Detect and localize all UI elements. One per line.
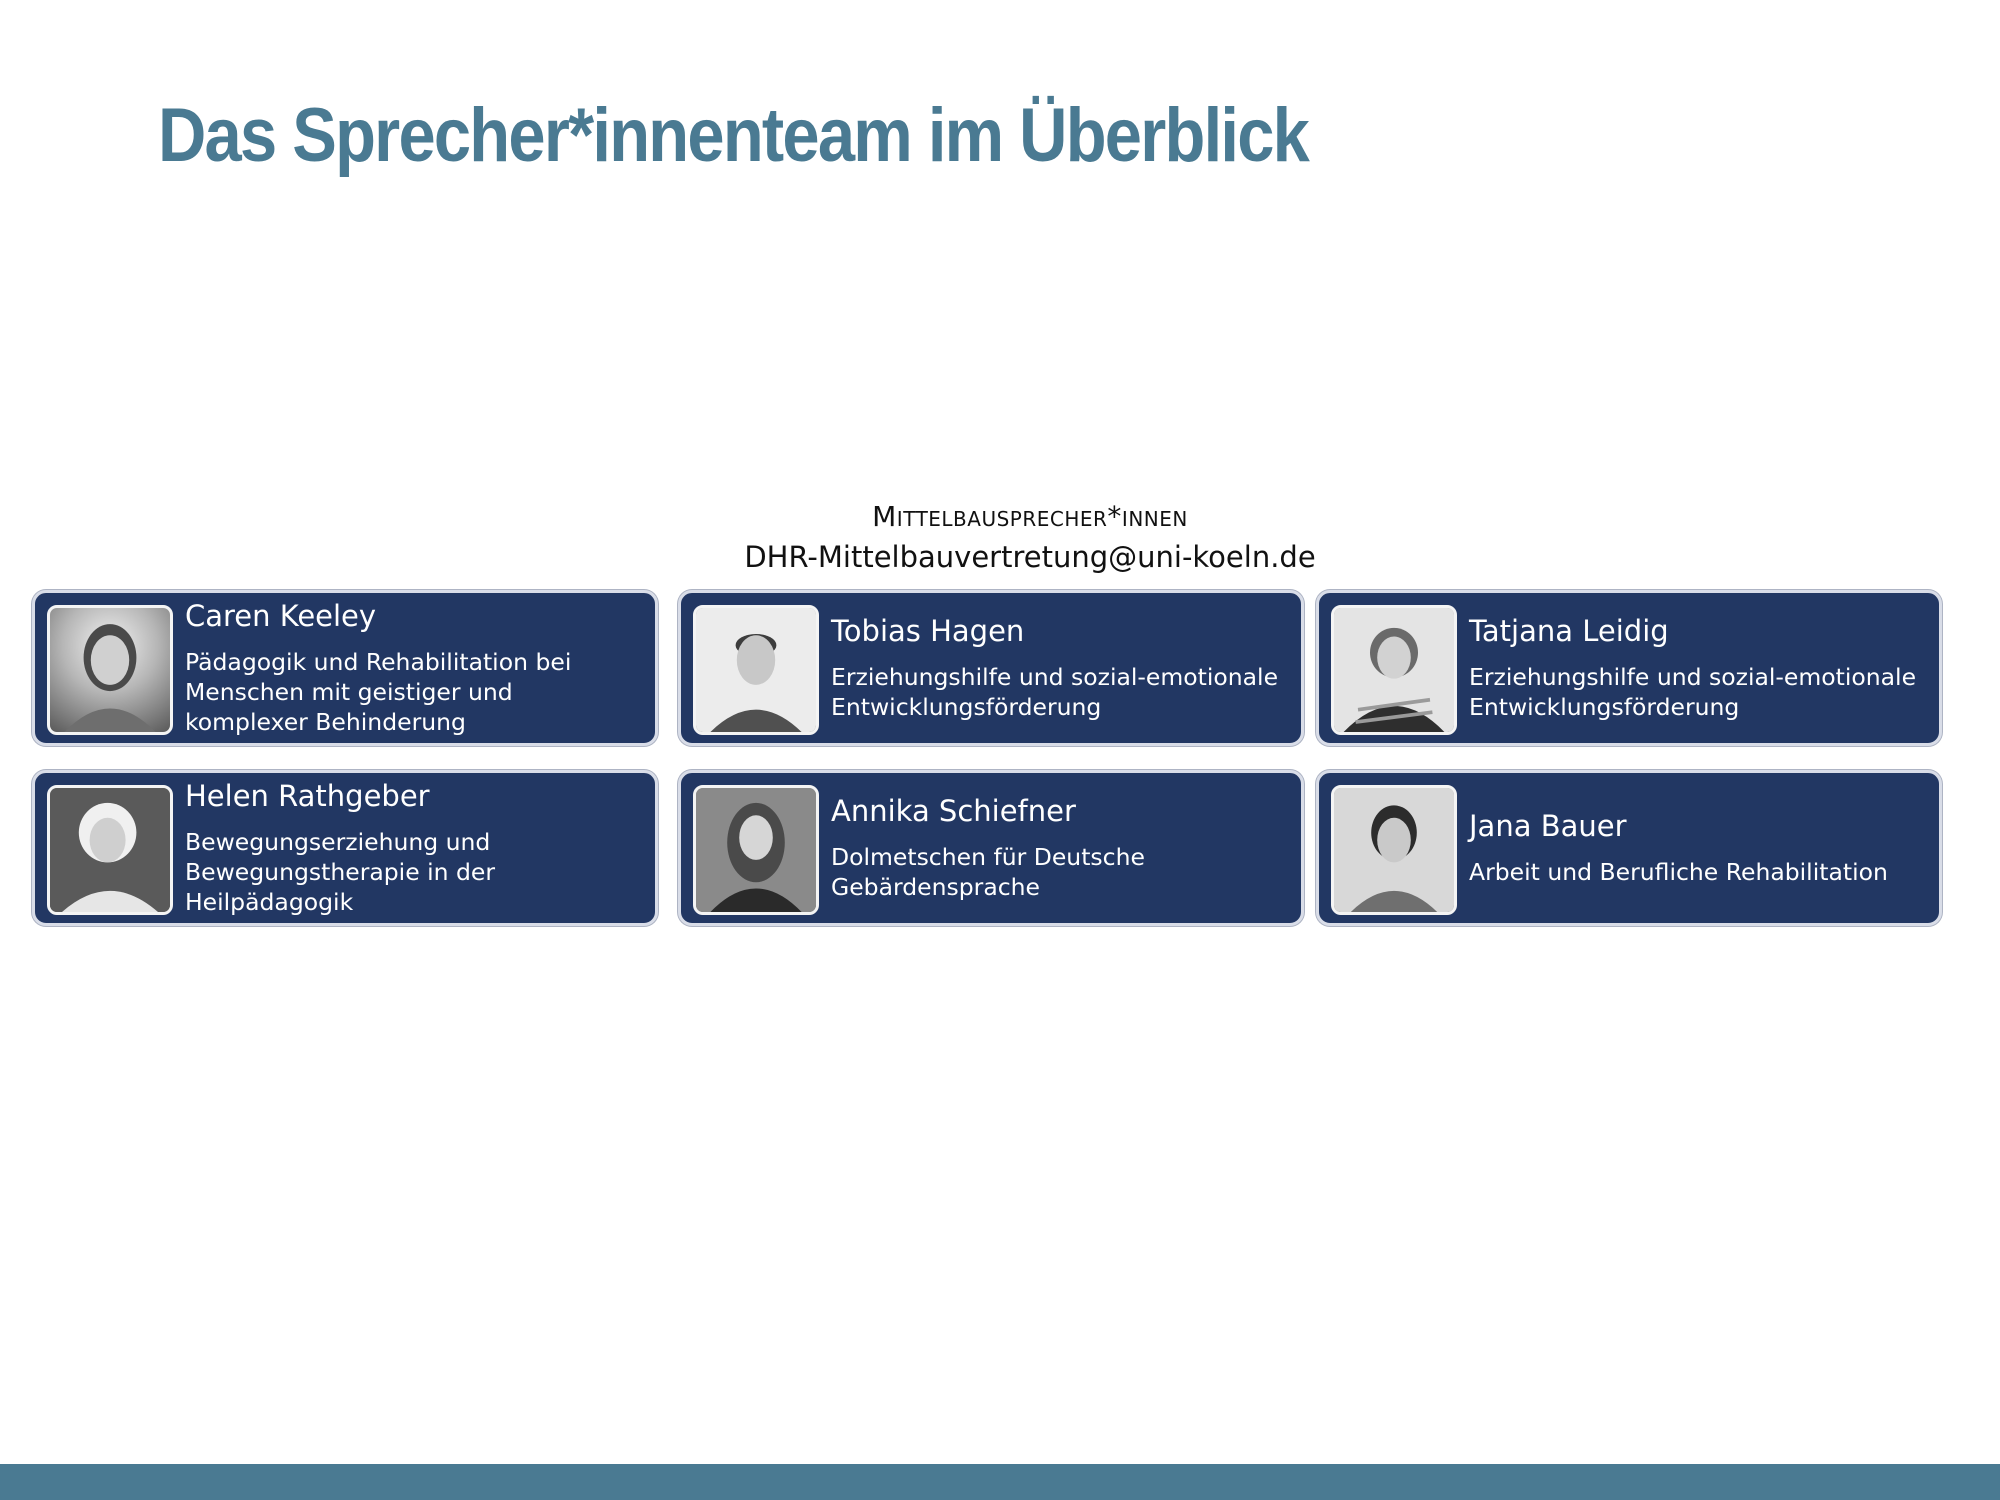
speaker-card-schiefner — [678, 770, 1304, 926]
portrait-photo — [47, 785, 173, 915]
speaker-card-bauer — [1316, 770, 1942, 926]
speaker-role: Erziehungshilfe und sozial-emotionale Entwicklungsförderung — [831, 663, 1279, 721]
speaker-card-hagen — [678, 590, 1304, 746]
speaker-name: Caren Keeley — [185, 599, 377, 633]
speaker-role: Dolmetschen für Deutsche Gebärdensprache — [831, 843, 1145, 901]
section-heading: Mittelbausprecher*innen — [872, 500, 1188, 533]
speaker-role: Arbeit und Berufliche Rehabilitation — [1469, 858, 1888, 886]
portrait-photo — [1331, 605, 1457, 735]
speaker-name: Annika Schiefner — [831, 794, 1076, 828]
speaker-card-rathgeber — [32, 770, 658, 926]
speaker-name: Tobias Hagen — [831, 614, 1025, 648]
footer-bar — [0, 1464, 2000, 1500]
speaker-card-leidig — [1316, 590, 1942, 746]
portrait-photo — [47, 605, 173, 735]
portrait-photo — [1331, 785, 1457, 915]
speaker-role: Bewegungserziehung und Bewegungstherapie in der Heilpädagogik — [185, 828, 496, 916]
portrait-photo — [693, 785, 819, 915]
speaker-name: Helen Rathgeber — [185, 779, 430, 813]
speaker-name: Jana Bauer — [1469, 809, 1627, 843]
speaker-role: Pädagogik und Rehabilitation bei Menschen mit geistiger und komplexer Behinderung — [185, 648, 572, 736]
portrait-photo — [693, 605, 819, 735]
speaker-role: Erziehungshilfe und sozial-emotionale Entwicklungsförderung — [1469, 663, 1917, 721]
speaker-name: Tatjana Leidig — [1469, 614, 1669, 648]
slide-title: Das Sprecher*innenteam im Überblick — [158, 93, 1309, 178]
speaker-card-keeley — [32, 590, 658, 746]
section-email: DHR-Mittelbauvertretung@uni-koeln.de — [744, 540, 1316, 574]
